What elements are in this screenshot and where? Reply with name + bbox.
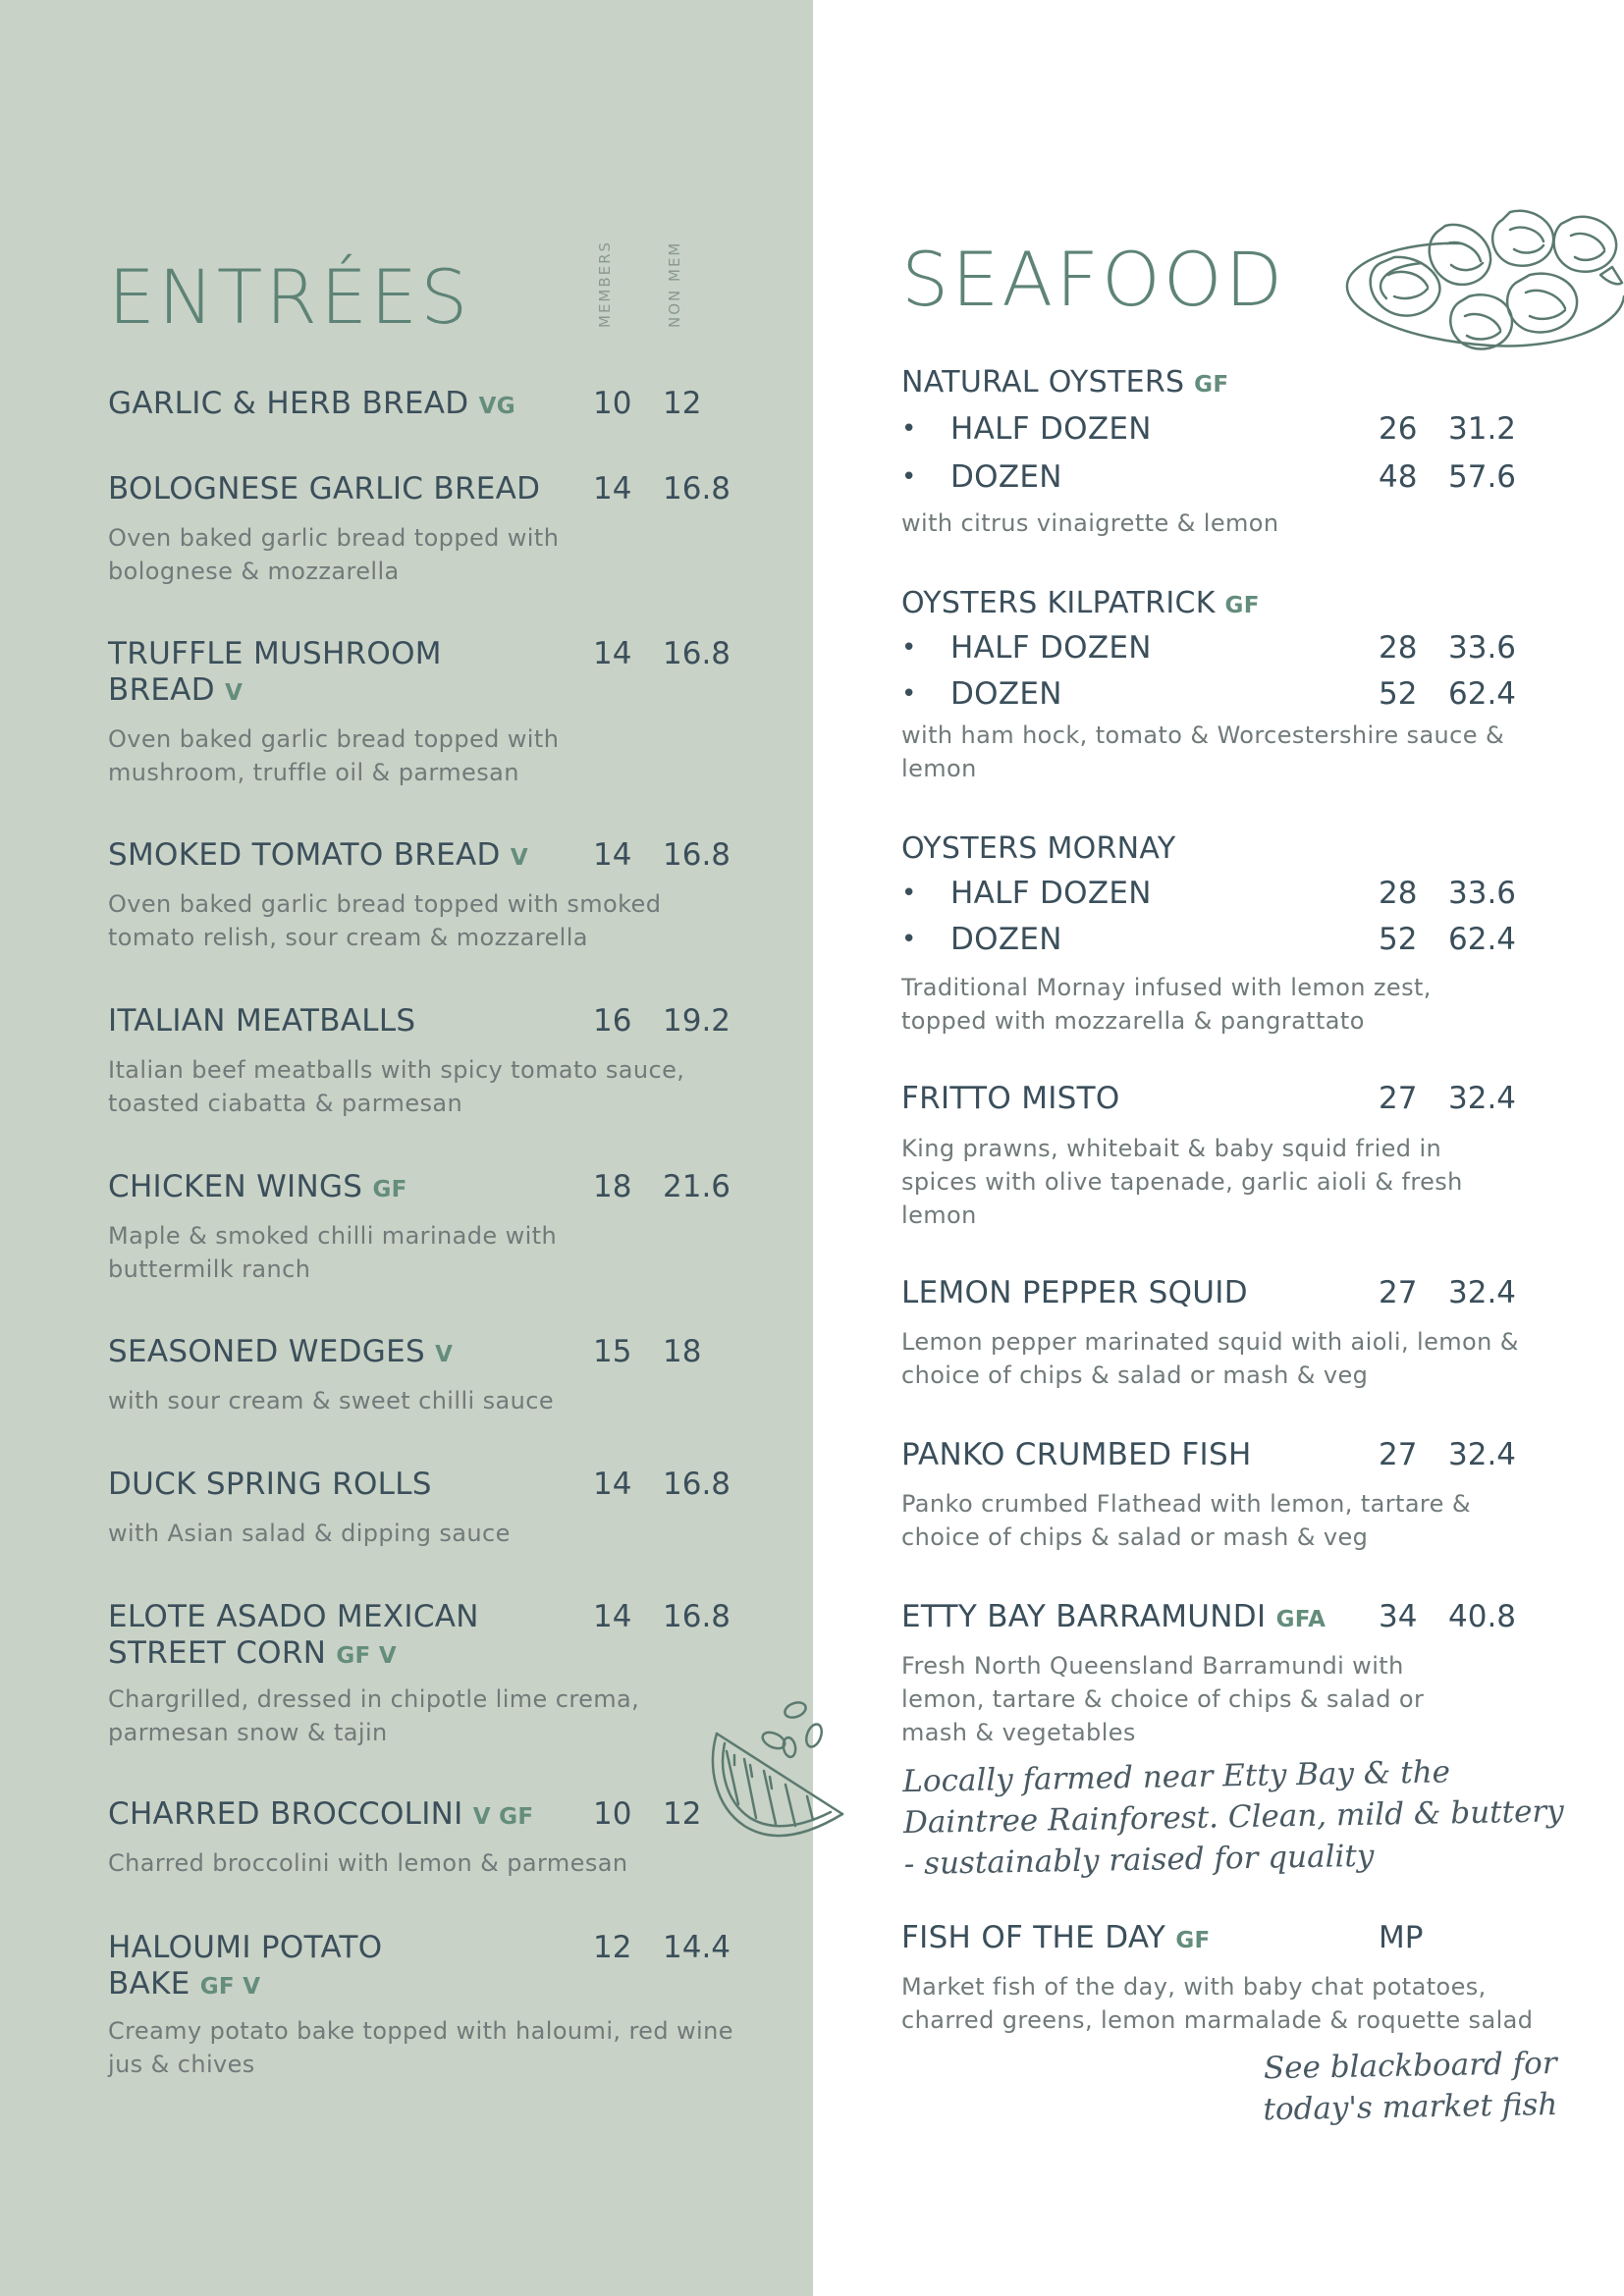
oyster-plate-illustration <box>1343 202 1624 369</box>
non-member-price: 16.8 <box>663 636 731 671</box>
bullet: • <box>901 633 917 663</box>
menu-item-name: BOLOGNESE GARLIC BREAD <box>108 471 541 507</box>
member-price: 28 <box>1379 876 1418 911</box>
menu-item-name: ITALIAN MEATBALLS <box>108 1003 416 1039</box>
non-members-column-header: NON MEM <box>666 240 683 328</box>
menu-item-description: with ham hock, tomato & Worcestershire sauce & lemon <box>901 721 1505 782</box>
menu-item-name: LEMON PEPPER SQUID <box>901 1275 1248 1310</box>
member-price: 14 <box>593 636 632 671</box>
menu-item-name: HALOUMI POTATO BAKE GF V <box>108 1930 383 2002</box>
seafood-title: SEAFOOD <box>901 236 1286 323</box>
non-member-price: 19.2 <box>663 1003 731 1039</box>
non-member-price: 57.6 <box>1448 459 1517 495</box>
non-member-price: 40.8 <box>1448 1599 1517 1634</box>
non-member-price: 32.4 <box>1448 1081 1517 1116</box>
member-price: 14 <box>593 1599 632 1634</box>
portion-label: DOZEN <box>950 922 1062 957</box>
portion-label: DOZEN <box>950 459 1062 495</box>
menu-item-description: Charred broccolini with lemon & parmesan <box>108 1849 628 1877</box>
menu-item-description: Traditional Mornay infused with lemon zest, topped with mozzarella & pangrattato <box>901 974 1432 1035</box>
menu-item-name: CHARRED BROCCOLINI V GF <box>108 1796 534 1832</box>
menu-item-name: CHICKEN WINGS GF <box>108 1169 407 1204</box>
dietary-tag: GF <box>1194 372 1229 398</box>
menu-item-description: with Asian salad & dipping sauce <box>108 1520 511 1547</box>
member-price: 27 <box>1379 1437 1418 1472</box>
portion-label: HALF DOZEN <box>950 630 1152 666</box>
menu-item-name: OYSTERS KILPATRICK GF <box>901 586 1260 620</box>
menu-item-description: Market fish of the day, with baby chat potatoes, charred greens, lemon marmalade & roquette salad <box>901 1973 1534 2034</box>
menu-item-name: SMOKED TOMATO BREAD V <box>108 837 528 873</box>
member-price: 34 <box>1379 1599 1418 1634</box>
member-price: 14 <box>593 471 632 507</box>
menu-item-description: Chargrilled, dressed in chipotle lime crema, parmesan snow & tajin <box>108 1685 640 1746</box>
dietary-tag: GF <box>1224 593 1260 618</box>
handwritten-note-market-fish: See blackboard for today's market fish <box>1263 2046 1558 2128</box>
dietary-tag: GF V <box>336 1643 397 1669</box>
menu-item-description: King prawns, whitebait & baby squid fried in spices with olive tapenade, garlic aioli & fresh lemon <box>901 1135 1463 1229</box>
member-price: 52 <box>1379 922 1418 957</box>
member-price: 15 <box>593 1334 632 1369</box>
menu-item-description: Creamy potato bake topped with haloumi, red wine jus & chives <box>108 2017 733 2078</box>
menu-item-name: ETTY BAY BARRAMUNDI GFA <box>901 1599 1326 1634</box>
dietary-tag: V GF <box>472 1804 534 1830</box>
member-price: 14 <box>593 1467 632 1502</box>
menu-item-name: NATURAL OYSTERS GF <box>901 365 1229 400</box>
bullet: • <box>901 679 917 709</box>
menu-item-description: Maple & smoked chilli marinade with buttermilk ranch <box>108 1222 558 1283</box>
non-member-price: 33.6 <box>1448 876 1517 911</box>
menu-item-name: FISH OF THE DAY GF <box>901 1920 1211 1955</box>
non-member-price: 62.4 <box>1448 922 1517 957</box>
menu-item-name: TRUFFLE MUSHROOM BREAD V <box>108 636 442 708</box>
member-price: 12 <box>593 1930 632 1965</box>
dietary-tag: V <box>225 680 244 706</box>
member-price: 14 <box>593 837 632 873</box>
bullet: • <box>901 879 917 908</box>
market-price: MP <box>1379 1920 1424 1955</box>
member-price: 16 <box>593 1003 632 1039</box>
non-member-price: 12 <box>663 1796 702 1832</box>
menu-item-description: with sour cream & sweet chilli sauce <box>108 1387 554 1415</box>
member-price: 18 <box>593 1169 632 1204</box>
member-price: 28 <box>1379 630 1418 666</box>
non-member-price: 32.4 <box>1448 1275 1517 1310</box>
dietary-tag: GFA <box>1275 1607 1326 1632</box>
menu-item-name: OYSTERS MORNAY <box>901 831 1176 866</box>
non-member-price: 12 <box>663 386 702 421</box>
non-member-price: 21.6 <box>663 1169 731 1204</box>
menu-item-description: Oven baked garlic bread topped with smoked tomato relish, sour cream & mozzarella <box>108 890 662 951</box>
member-price: 48 <box>1379 459 1418 495</box>
dietary-tag: GF <box>1175 1928 1211 1953</box>
member-price: 27 <box>1379 1081 1418 1116</box>
non-member-price: 33.6 <box>1448 630 1517 666</box>
non-member-price: 31.2 <box>1448 411 1517 447</box>
menu-item-name: GARLIC & HERB BREAD VG <box>108 386 515 421</box>
menu-item-name: SEASONED WEDGES V <box>108 1334 454 1369</box>
non-member-price: 16.8 <box>663 1467 731 1502</box>
bullet: • <box>901 462 917 492</box>
members-column-header: MEMBERS <box>596 240 614 328</box>
member-price: 26 <box>1379 411 1418 447</box>
menu-item-description: Panko crumbed Flathead with lemon, tartare & choice of chips & salad or mash & veg <box>901 1490 1471 1551</box>
bullet: • <box>901 925 917 954</box>
dietary-tag: V <box>510 845 528 871</box>
entrees-title: ENTRÉES <box>108 253 471 341</box>
non-member-price: 18 <box>663 1334 702 1369</box>
portion-label: HALF DOZEN <box>950 876 1152 911</box>
menu-item-description: Oven baked garlic bread topped with bolognese & mozzarella <box>108 524 560 585</box>
menu-item-name: ELOTE ASADO MEXICAN STREET CORN GF V <box>108 1599 479 1671</box>
portion-label: HALF DOZEN <box>950 411 1152 447</box>
bullet: • <box>901 414 917 444</box>
portion-label: DOZEN <box>950 676 1062 712</box>
member-price: 10 <box>593 1796 632 1832</box>
menu-item-description: Lemon pepper marinated squid with aioli, lemon & choice of chips & salad or mash & veg <box>901 1328 1519 1389</box>
menu-item-name: PANKO CRUMBED FISH <box>901 1437 1252 1472</box>
non-member-price: 16.8 <box>663 471 731 507</box>
non-member-price: 16.8 <box>663 1599 731 1634</box>
menu-item-description: Fresh North Queensland Barramundi with lemon, tartare & choice of chips & salad or mash & vegetables <box>901 1652 1425 1746</box>
menu-item-description: Oven baked garlic bread topped with mushroom, truffle oil & parmesan <box>108 725 560 786</box>
non-member-price: 62.4 <box>1448 676 1517 712</box>
member-price: 10 <box>593 386 632 421</box>
member-price: 27 <box>1379 1275 1418 1310</box>
menu-item-name: DUCK SPRING ROLLS <box>108 1467 432 1502</box>
menu-item-description: with citrus vinaigrette & lemon <box>901 509 1279 537</box>
non-member-price: 14.4 <box>663 1930 731 1965</box>
menu-item-name: FRITTO MISTO <box>901 1081 1120 1116</box>
handwritten-note-barramundi: Locally farmed near Etty Bay & the Daintree Rainforest. Clean, mild & buttery - sustainably raised for quality <box>902 1754 1565 1883</box>
non-member-price: 32.4 <box>1448 1437 1517 1472</box>
dietary-tag: GF V <box>199 1974 261 2000</box>
lemon-wedge-illustration <box>705 1696 852 1853</box>
dietary-tag: GF <box>372 1177 407 1202</box>
dietary-tag: V <box>435 1342 454 1367</box>
member-price: 52 <box>1379 676 1418 712</box>
non-member-price: 16.8 <box>663 837 731 873</box>
menu-item-description: Italian beef meatballs with spicy tomato sauce, toasted ciabatta & parmesan <box>108 1056 685 1117</box>
dietary-tag: VG <box>478 394 515 419</box>
